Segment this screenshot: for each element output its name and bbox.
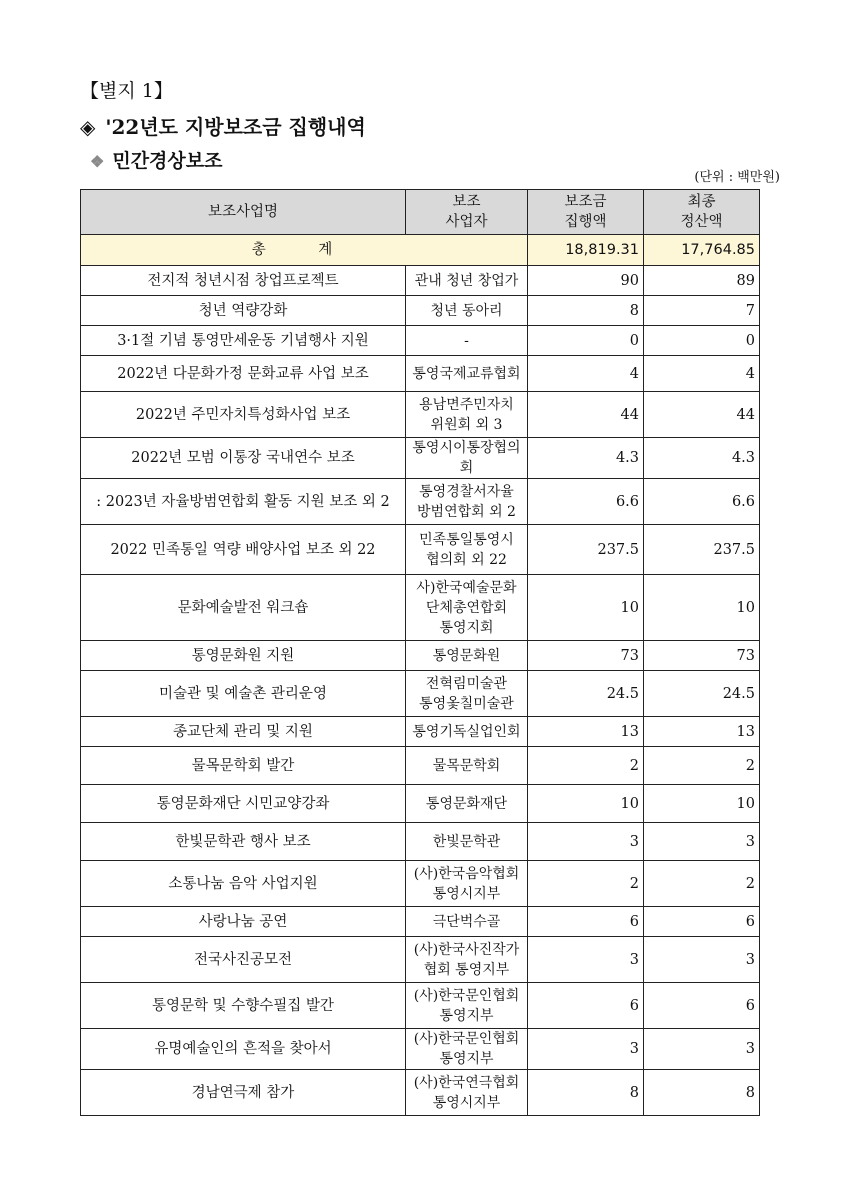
organization-line: 통영지회 [439, 619, 494, 636]
settled-amount-cell: 4.3 [644, 438, 760, 479]
header-project-name: 보조사업명 [81, 190, 406, 235]
table-row [81, 266, 760, 296]
settled-amount-cell: 6 [644, 983, 760, 1029]
organization-line: 통영문화원 [432, 647, 501, 664]
project-name-cell: 미술관 및 예술촌 관리운영 [81, 671, 406, 717]
table-row [81, 717, 760, 747]
executed-amount-cell: 3 [528, 1029, 644, 1070]
organization-line: 통영지부 [439, 1051, 494, 1067]
organization-cell [406, 525, 528, 575]
organization-line: 한빛문학관 [432, 833, 501, 850]
project-name-cell: 전국사진공모전 [81, 937, 406, 983]
executed-amount-cell: 8 [528, 1070, 644, 1116]
executed-amount-cell: 2 [528, 747, 644, 785]
project-name-cell: 경남연극제 참가 [81, 1070, 406, 1116]
table-row [81, 1029, 760, 1070]
settled-amount-cell: 6.6 [644, 479, 760, 525]
page-title-text: '22년도 지방보조금 집행내역 [105, 115, 366, 139]
organization-line: 민족통일통영시 [419, 531, 514, 548]
settled-amount-cell: 0 [644, 326, 760, 356]
executed-amount-cell: 44 [528, 392, 644, 438]
section-subtitle [90, 146, 222, 173]
executed-amount-cell: 24.5 [528, 671, 644, 717]
organization-line: 통영시지부 [432, 1094, 501, 1111]
executed-amount-cell: 3 [528, 823, 644, 861]
organization-line: 용남면주민자치 [419, 396, 514, 413]
settled-amount-cell: 10 [644, 575, 760, 641]
table-row [81, 785, 760, 823]
section-subtitle-text: 민간경상보조 [112, 150, 223, 172]
total-row [81, 235, 760, 266]
organization-cell [406, 983, 528, 1029]
settled-amount-cell: 6 [644, 907, 760, 937]
settled-amount-cell: 89 [644, 266, 760, 296]
header-executed-amount [528, 190, 644, 235]
organization-line: 협의회 외 22 [426, 551, 507, 568]
organization-cell [406, 785, 528, 823]
organization-line: 통영국제교류협회 [412, 365, 521, 382]
appendix-label: 【별지 1】 [80, 80, 173, 102]
project-name-cell: 종교단체 관리 및 지원 [81, 717, 406, 747]
organization-line: 물목문학회 [432, 757, 501, 774]
organization-line: 협회 통영지부 [423, 961, 510, 978]
settled-amount-cell: 3 [644, 1029, 760, 1070]
total-label: 총 계 [81, 235, 528, 266]
organization-line: (사)한국음악협회 [413, 865, 520, 882]
organization-line: 단체총연합회 [425, 599, 508, 616]
table-row [81, 937, 760, 983]
executed-amount-cell: 90 [528, 266, 644, 296]
organization-cell [406, 747, 528, 785]
project-name-cell: 물목문학회 발간 [81, 747, 406, 785]
organization-cell [406, 438, 528, 479]
table-row [81, 861, 760, 907]
executed-amount-cell: 0 [528, 326, 644, 356]
executed-amount-cell: 10 [528, 575, 644, 641]
organization-line: 전혁림미술관 [425, 675, 508, 692]
executed-amount-cell: 4.3 [528, 438, 644, 479]
header-settle-line: 최종 [687, 194, 716, 210]
organization-line: 사)한국예술문화 [416, 579, 517, 596]
executed-amount-cell: 237.5 [528, 525, 644, 575]
table-row [81, 326, 760, 356]
project-name-cell: 전지적 청년시점 창업프로젝트 [81, 266, 406, 296]
table-row [81, 1070, 760, 1116]
project-name-cell: : 2023년 자율방범연합회 활동 지원 보조 외 2 [81, 479, 406, 525]
executed-amount-cell: 6 [528, 907, 644, 937]
settled-amount-cell: 24.5 [644, 671, 760, 717]
organization-cell [406, 717, 528, 747]
organization-line: (사)한국사진작가 [413, 941, 520, 958]
settled-amount-cell: 3 [644, 937, 760, 983]
organization-cell [406, 479, 528, 525]
settled-amount-cell: 73 [644, 641, 760, 671]
organization-cell [406, 356, 528, 392]
settled-amount-cell: 237.5 [644, 525, 760, 575]
settled-amount-cell: 10 [644, 785, 760, 823]
project-name-cell: 2022년 모범 이통장 국내연수 보조 [81, 438, 406, 479]
diamond-bullet-icon: ◈ [80, 115, 96, 139]
executed-amount-cell: 2 [528, 861, 644, 907]
header-exec-line: 보조금 [564, 194, 607, 210]
organization-line: 통영문화재단 [425, 795, 508, 812]
settled-amount-cell: 13 [644, 717, 760, 747]
organization-line: 극단벅수골 [432, 913, 501, 930]
project-name-cell: 사랑나눔 공연 [81, 907, 406, 937]
table-row [81, 392, 760, 438]
organization-cell [406, 861, 528, 907]
organization-cell [406, 575, 528, 641]
organization-line: 통영지부 [439, 1007, 494, 1024]
organization-line: (사)한국문인협회 [413, 987, 520, 1004]
project-name-cell: 소통나눔 음악 사업지원 [81, 861, 406, 907]
table-row [81, 479, 760, 525]
project-name-cell: 한빛문학관 행사 보조 [81, 823, 406, 861]
organization-line: 방범연합회 외 2 [417, 503, 516, 520]
executed-amount-cell: 4 [528, 356, 644, 392]
organization-cell [406, 1070, 528, 1116]
header-settle-line: 정산액 [680, 214, 723, 230]
organization-line: 관내 청년 창업가 [414, 272, 519, 289]
organization-cell [406, 266, 528, 296]
organization-line: - [464, 332, 469, 349]
table-row [81, 907, 760, 937]
organization-line: 통영옻칠미술관 [419, 695, 514, 712]
settled-amount-cell: 7 [644, 296, 760, 326]
organization-cell [406, 326, 528, 356]
table-row [81, 575, 760, 641]
header-organization [406, 190, 528, 235]
project-name-cell: 유명예술인의 흔적을 찾아서 [81, 1029, 406, 1070]
table-row [81, 296, 760, 326]
table-row [81, 525, 760, 575]
organization-line: (사)한국문인협회 [413, 1031, 520, 1047]
organization-cell [406, 641, 528, 671]
organization-line: 위원회 외 3 [430, 416, 503, 433]
organization-line: (사)한국연극협회 [413, 1074, 520, 1091]
header-org-line: 사업자 [445, 214, 488, 230]
table-row [81, 747, 760, 785]
table-row [81, 438, 760, 479]
project-name-cell: 2022 민족통일 역량 배양사업 보조 외 22 [81, 525, 406, 575]
table-row [81, 356, 760, 392]
settled-amount-cell: 44 [644, 392, 760, 438]
executed-amount-cell: 10 [528, 785, 644, 823]
table-header-row [81, 190, 760, 235]
clover-bullet-icon: ❖ [90, 152, 105, 171]
project-name-cell: 통영문학 및 수향수필집 발간 [81, 983, 406, 1029]
settled-amount-cell: 3 [644, 823, 760, 861]
header-settled-amount [644, 190, 760, 235]
executed-amount-cell: 3 [528, 937, 644, 983]
settled-amount-cell: 4 [644, 356, 760, 392]
organization-cell [406, 671, 528, 717]
table-row [81, 823, 760, 861]
organization-line: 통영경찰서자율 [419, 483, 514, 500]
project-name-cell: 통영문화재단 시민교양강좌 [81, 785, 406, 823]
organization-cell [406, 296, 528, 326]
executed-amount-cell: 6.6 [528, 479, 644, 525]
executed-amount-cell: 73 [528, 641, 644, 671]
organization-cell [406, 937, 528, 983]
header-org-line: 보조 [452, 194, 481, 210]
executed-amount-cell: 8 [528, 296, 644, 326]
organization-cell [406, 1029, 528, 1070]
settled-amount-cell: 2 [644, 861, 760, 907]
executed-amount-cell: 13 [528, 717, 644, 747]
executed-amount-cell: 6 [528, 983, 644, 1029]
organization-cell [406, 823, 528, 861]
project-name-cell: 2022년 다문화가정 문화교류 사업 보조 [81, 356, 406, 392]
page-title [80, 111, 366, 140]
settled-amount-cell: 8 [644, 1070, 760, 1116]
project-name-cell: 2022년 주민자치특성화사업 보조 [81, 392, 406, 438]
organization-line: 통영기독실업인회 [412, 723, 521, 740]
organization-line: 통영시지부 [432, 885, 501, 902]
total-settled: 17,764.85 [644, 235, 760, 266]
project-name-cell: 통영문화원 지원 [81, 641, 406, 671]
organization-line: 통영시이통장협의회 [412, 440, 521, 476]
table-row [81, 983, 760, 1029]
organization-line: 청년 동아리 [430, 302, 503, 319]
project-name-cell: 청년 역량강화 [81, 296, 406, 326]
total-executed: 18,819.31 [528, 235, 644, 266]
table-row [81, 641, 760, 671]
settled-amount-cell: 2 [644, 747, 760, 785]
unit-note: (단위 : 백만원) [694, 170, 780, 185]
organization-cell [406, 392, 528, 438]
table-row [81, 671, 760, 717]
project-name-cell: 문화예술발전 워크숍 [81, 575, 406, 641]
subsidy-table [80, 189, 760, 1116]
organization-cell [406, 907, 528, 937]
project-name-cell: 3·1절 기념 통영만세운동 기념행사 지원 [81, 326, 406, 356]
header-exec-line: 집행액 [564, 214, 607, 230]
